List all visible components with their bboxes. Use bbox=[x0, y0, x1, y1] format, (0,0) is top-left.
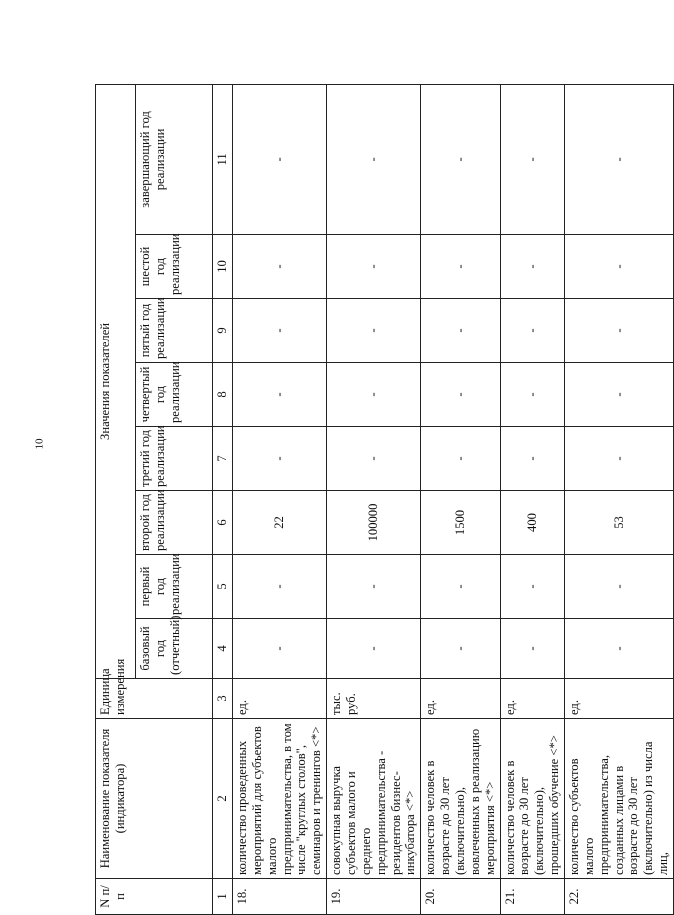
value-cell: - bbox=[421, 235, 500, 299]
header-values: Значения показателей bbox=[96, 84, 136, 678]
value-cell: - bbox=[327, 235, 421, 299]
value-cell: - bbox=[421, 299, 500, 363]
value-cell: - bbox=[565, 427, 674, 491]
column-number: 2 bbox=[213, 719, 233, 879]
table-row bbox=[500, 84, 564, 914]
value-cell: - bbox=[327, 299, 421, 363]
row-number: 21. bbox=[500, 879, 564, 915]
value-cell: 22 bbox=[233, 491, 327, 555]
column-number: 6 bbox=[213, 491, 233, 555]
value-cell: - bbox=[421, 619, 500, 679]
page-number: 10 bbox=[33, 438, 46, 450]
row-number: 22. bbox=[565, 879, 674, 915]
value-cell: - bbox=[327, 84, 421, 234]
value-cell: - bbox=[421, 84, 500, 234]
column-number: 8 bbox=[213, 363, 233, 427]
header-name: Наименование показателя (индикатора) bbox=[96, 719, 213, 879]
row-unit: ед. bbox=[233, 679, 327, 719]
row-name: количество человек в возрасте до 30 лет (включительно), прошедших обучение <*> bbox=[500, 719, 564, 879]
row-name: количество человек в возрасте до 30 лет (включительно), вовлеченных в реализацию мероприятия <*> bbox=[421, 719, 500, 879]
row-name: совокупная выручка субъектов малого и среднего предпринимательства - резидентов бизнес-инкубатора <*> bbox=[327, 719, 421, 879]
table-row bbox=[421, 84, 500, 914]
row-number: 18. bbox=[233, 879, 327, 915]
value-cell: 100000 bbox=[327, 491, 421, 555]
table-row bbox=[327, 84, 421, 914]
value-cell: 1500 bbox=[421, 491, 500, 555]
value-cell: - bbox=[233, 84, 327, 234]
header-year-4: четвертый год реализации bbox=[136, 363, 213, 427]
value-cell: - bbox=[500, 84, 564, 234]
indicators-table bbox=[95, 84, 674, 915]
row-unit: ед. bbox=[565, 679, 674, 719]
column-number: 4 bbox=[213, 619, 233, 679]
value-cell: - bbox=[327, 427, 421, 491]
value-cell: - bbox=[500, 299, 564, 363]
value-cell: - bbox=[421, 555, 500, 619]
row-unit: ед. bbox=[421, 679, 500, 719]
value-cell: - bbox=[500, 235, 564, 299]
value-cell: - bbox=[233, 299, 327, 363]
value-cell: - bbox=[233, 555, 327, 619]
value-cell: - bbox=[500, 555, 564, 619]
column-number: 5 bbox=[213, 555, 233, 619]
value-cell: 53 bbox=[565, 491, 674, 555]
value-cell: - bbox=[500, 363, 564, 427]
value-cell: - bbox=[327, 555, 421, 619]
column-number: 9 bbox=[213, 299, 233, 363]
header-year-final: завершающий год реализации bbox=[136, 84, 213, 234]
value-cell: - bbox=[327, 619, 421, 679]
row-number: 19. bbox=[327, 879, 421, 915]
row-unit: ед. bbox=[500, 679, 564, 719]
header-year-base: базовый год (отчетный) bbox=[136, 619, 213, 679]
value-cell: 400 bbox=[500, 491, 564, 555]
row-unit: тыс. руб. bbox=[327, 679, 421, 719]
column-number: 1 bbox=[213, 879, 233, 915]
column-number: 7 bbox=[213, 427, 233, 491]
value-cell: - bbox=[233, 619, 327, 679]
table-row bbox=[233, 84, 327, 914]
header-unit: Единица измерения bbox=[96, 679, 213, 719]
header-year-5: пятый год реализации bbox=[136, 299, 213, 363]
value-cell: - bbox=[565, 84, 674, 234]
header-year-1: первый год реализации bbox=[136, 555, 213, 619]
header-n: N п/п bbox=[96, 879, 213, 915]
row-number: 20. bbox=[421, 879, 500, 915]
column-number: 3 bbox=[213, 679, 233, 719]
column-number: 11 bbox=[213, 84, 233, 234]
value-cell: - bbox=[421, 363, 500, 427]
value-cell: - bbox=[233, 363, 327, 427]
value-cell: - bbox=[233, 427, 327, 491]
value-cell: - bbox=[565, 619, 674, 679]
value-cell: - bbox=[233, 235, 327, 299]
header-year-3: третий год реализации bbox=[136, 427, 213, 491]
column-number: 10 bbox=[213, 235, 233, 299]
header-year-6: шестой год реализации bbox=[136, 235, 213, 299]
row-name: количество субъектов малого предпринимательства, созданных лицами в возрасте до 30 лет (включительно) из числа лиц, bbox=[565, 719, 674, 879]
value-cell: - bbox=[500, 427, 564, 491]
value-cell: - bbox=[421, 427, 500, 491]
value-cell: - bbox=[565, 363, 674, 427]
value-cell: - bbox=[327, 363, 421, 427]
header-year-2: второй год реализации bbox=[136, 491, 213, 555]
value-cell: - bbox=[500, 619, 564, 679]
value-cell: - bbox=[565, 235, 674, 299]
value-cell: - bbox=[565, 299, 674, 363]
value-cell: - bbox=[565, 555, 674, 619]
row-name: количество проведенных мероприятий для субъектов малого предпринимательства, в том числе "круглых столов", семинаров и тренингов <*> bbox=[233, 719, 327, 879]
table-row bbox=[565, 84, 674, 914]
